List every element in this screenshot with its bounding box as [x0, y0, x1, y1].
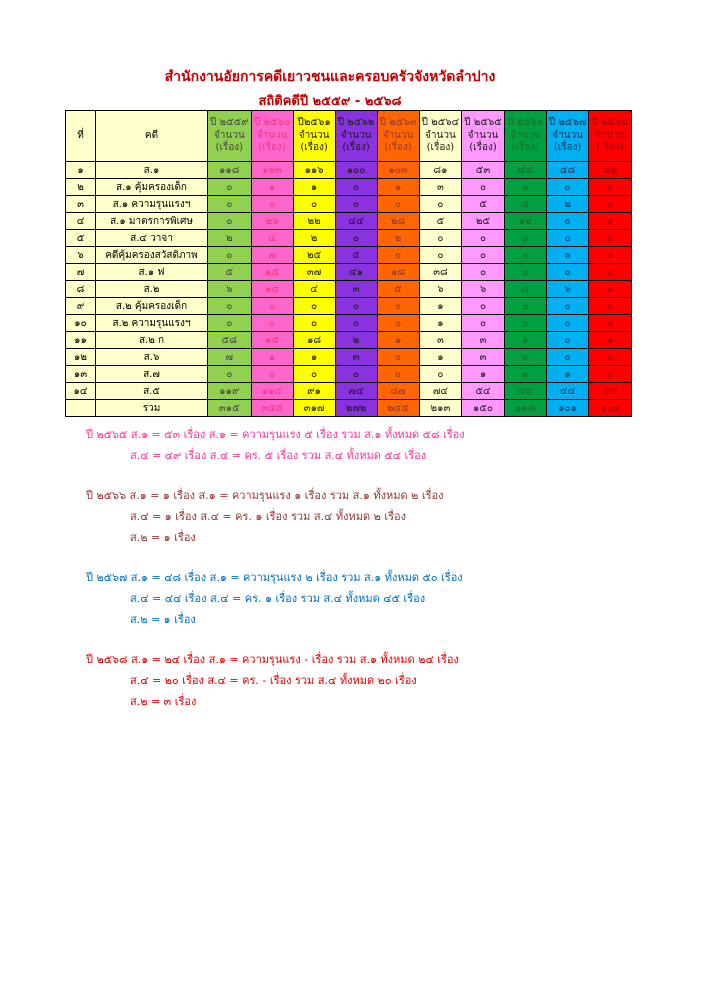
row-number: ๑๔ [66, 383, 96, 400]
note-line: ส.๒ = ๑ เรื่อง [130, 531, 196, 544]
table-row [66, 383, 632, 400]
value-cell: ๑๑๘ [208, 162, 252, 179]
value-cell: ๐ [589, 247, 632, 264]
note-line: ส.๒ = ๓ เรื่อง [130, 695, 197, 708]
value-cell: ๐ [335, 230, 377, 247]
value-cell: ๐ [208, 298, 252, 315]
value-cell: ๒ [335, 332, 377, 349]
year-column-header-9: ปี ๒๕๖๗ จำนวน (เรื่อง) [546, 111, 589, 162]
value-cell: ๐ [377, 298, 419, 315]
value-cell: ๔๔ [504, 383, 546, 400]
value-cell: ๐ [504, 298, 546, 315]
value-cell: ๐ [335, 315, 377, 332]
value-cell: ๐ [377, 366, 419, 383]
case-name: ส.๕ [96, 383, 208, 400]
total-value-cell: ๑๐๑ [589, 400, 632, 417]
case-name: ส.๑ [96, 162, 208, 179]
year-column-header-10: ปี ๒๕๖๘ จำนวน (เรื่อง) [589, 111, 632, 162]
value-cell: ๒ [208, 230, 252, 247]
value-cell: ๐ [462, 264, 505, 281]
value-cell: ๑๘ [377, 264, 419, 281]
value-cell: ๐ [293, 315, 335, 332]
value-cell: ๐ [589, 315, 632, 332]
year-column-header-7: ปี ๒๕๖๕ จำนวน (เรื่อง) [462, 111, 505, 162]
value-cell: ๓๗ [293, 264, 335, 281]
row-number: ๑๑ [66, 332, 96, 349]
table-row [66, 264, 632, 281]
value-cell: ๐ [546, 315, 589, 332]
value-cell: ๐ [419, 230, 462, 247]
value-cell: ๑ [546, 366, 589, 383]
case-name: ส.๖ [96, 349, 208, 366]
value-cell: ๑ [462, 366, 505, 383]
table-row [66, 162, 632, 179]
value-cell: ๐ [546, 264, 589, 281]
value-cell: ๐ [251, 298, 293, 315]
value-cell: ๕ [377, 281, 419, 298]
row-number: ๕ [66, 230, 96, 247]
year-column-header-5: ปี ๒๕๖๓ จำนวน (เรื่อง) [377, 111, 419, 162]
table-row [66, 349, 632, 366]
row-number: ๓ [66, 196, 96, 213]
value-cell: ๑๑๖ [293, 162, 335, 179]
value-cell: ๑๔ [251, 281, 293, 298]
value-cell: ๔ [293, 281, 335, 298]
total-value-cell: ๒๔๕ [377, 400, 419, 417]
statistics-table [65, 110, 632, 417]
table-body [66, 162, 632, 417]
total-value-cell: ๒๑๓ [419, 400, 462, 417]
value-cell: ๐ [335, 366, 377, 383]
value-cell: ๕ [419, 213, 462, 230]
value-cell: ๕ [208, 264, 252, 281]
value-cell: ๑๑๙ [208, 383, 252, 400]
value-cell: ๔ [504, 281, 546, 298]
value-cell: ๑๒ [504, 213, 546, 230]
value-cell: ๐ [293, 366, 335, 383]
value-cell: ๐ [546, 332, 589, 349]
value-cell: ๓ [462, 349, 505, 366]
total-value-cell: ๓๑๗ [293, 400, 335, 417]
value-cell: ๒๕ [293, 247, 335, 264]
value-cell: ๖ [546, 281, 589, 298]
case-name: ส.๒ [96, 281, 208, 298]
row-number: ๒ [66, 179, 96, 196]
value-cell: ๘๗ [377, 383, 419, 400]
note-block-4 [86, 649, 646, 712]
header-row [66, 111, 632, 162]
value-cell: ๐ [589, 349, 632, 366]
value-cell: ๔๕ [589, 383, 632, 400]
value-cell: ๙๑ [293, 383, 335, 400]
case-name: ส.๑ คุ้มครองเด็ก [96, 179, 208, 196]
table-header [66, 111, 632, 162]
value-cell: ๑ [504, 366, 546, 383]
note-line: ส.๒ = ๑ เรื่อง [130, 613, 196, 626]
value-cell: ๕๔ [462, 383, 505, 400]
value-cell: ๒๘ [377, 213, 419, 230]
value-cell: ๐ [377, 196, 419, 213]
row-number: ๑๓ [66, 366, 96, 383]
note-line: ปี ๒๕๖๖ ส.๑ = ๑ เรื่อง ส.๑ = ความรุนแรง ๑ เรื่อง รวม ส.๑ ทั้งหมด ๒ เรื่อง [86, 489, 444, 502]
col-no-header: ที่ [66, 111, 96, 162]
table-row [66, 247, 632, 264]
note-line: ส.๔ = ๔๔ เรื่อง ส.๔ = คร. ๑ เรื่อง รวม ส.๔ ทั้งหมด ๔๕ เรื่อง [130, 592, 426, 605]
value-cell: ๕๓ [462, 162, 505, 179]
value-cell: ๐ [419, 247, 462, 264]
value-cell: ๐ [589, 264, 632, 281]
value-cell: ๐ [546, 179, 589, 196]
value-cell: ๐ [208, 196, 252, 213]
value-cell: ๐ [208, 366, 252, 383]
value-cell: ๕ [335, 247, 377, 264]
value-cell: ๐ [589, 298, 632, 315]
value-cell: ๑๐๓ [377, 162, 419, 179]
value-cell: ๑ [377, 332, 419, 349]
case-name: ส.๔ วาจา [96, 230, 208, 247]
value-cell: ๑ [293, 349, 335, 366]
value-cell: ๔ [504, 196, 546, 213]
value-cell: ๐ [589, 366, 632, 383]
value-cell: ๐ [504, 247, 546, 264]
value-cell: ๑ [293, 179, 335, 196]
value-cell: ๐ [293, 298, 335, 315]
value-cell: ๑๕ [251, 264, 293, 281]
value-cell: ๐ [251, 196, 293, 213]
table-row [66, 332, 632, 349]
value-cell: ๐ [462, 315, 505, 332]
table-row [66, 281, 632, 298]
value-cell: ๑ [504, 332, 546, 349]
total-row [66, 400, 632, 417]
total-value-cell: ๓๑๕ [208, 400, 252, 417]
value-cell: ๖ [419, 281, 462, 298]
value-cell: ๐ [293, 196, 335, 213]
value-cell: ๗ [251, 247, 293, 264]
value-cell: ๑๘ [293, 332, 335, 349]
value-cell: ๒ [377, 230, 419, 247]
value-cell: ๐ [377, 247, 419, 264]
row-number: ๗ [66, 264, 96, 281]
total-label: รวม [96, 400, 208, 417]
value-cell: ๕๒ [589, 162, 632, 179]
value-cell: ๐ [208, 247, 252, 264]
year-column-header-8: ปี ๒๕๖๖ จำนวน (เรื่อง) [504, 111, 546, 162]
value-cell: ๐ [546, 213, 589, 230]
value-cell: ๔๑ [335, 264, 377, 281]
table-row [66, 230, 632, 247]
value-cell: ๐ [208, 213, 252, 230]
page-subtitle: สถิติคดีปี ๒๕๕๙ - ๒๕๖๘ [258, 94, 402, 109]
value-cell: ๐ [504, 179, 546, 196]
year-column-header-4: ปี ๒๕๖๒ จำนวน (เรื่อง) [335, 111, 377, 162]
note-line: ส.๔ = ๔๙ เรื่อง ส.๔ = คร. ๕ เรื่อง รวม ส.๔ ทั้งหมด ๕๔ เรื่อง [130, 449, 427, 462]
value-cell: ๐ [589, 196, 632, 213]
row-number: ๖ [66, 247, 96, 264]
value-cell: ๐ [504, 315, 546, 332]
case-name: ส.๒ ก [96, 332, 208, 349]
value-cell: ๓ [419, 332, 462, 349]
value-cell: ๐ [589, 179, 632, 196]
table-row [66, 196, 632, 213]
note-line: ปี ๒๕๖๗ ส.๑ = ๔๘ เรื่อง ส.๑ = ความรุนแรง ๒ เรื่อง รวม ส.๑ ทั้งหมด ๕๐ เรื่อง [86, 571, 463, 584]
value-cell: ๑๑๔ [251, 383, 293, 400]
page-title: สำนักงานอัยการคดีเยาวชนและครอบครัวจังหวัดลำปาง [164, 69, 496, 85]
value-cell: ๑๐๐ [335, 162, 377, 179]
value-cell: ๐ [377, 349, 419, 366]
year-column-header-3: ปี๒๕๖๑ จำนวน (เรื่อง) [293, 111, 335, 162]
value-cell: ๑ [419, 315, 462, 332]
row-number: ๑ [66, 162, 96, 179]
total-value-cell: ๓๔๕ [251, 400, 293, 417]
value-cell: ๑ [589, 213, 632, 230]
total-value-cell: ๑๕๐ [462, 400, 505, 417]
case-name: ส.๑ ความรุนแรงฯ [96, 196, 208, 213]
value-cell: ๘๑ [419, 162, 462, 179]
note-block-3 [86, 567, 646, 630]
row-number: ๙ [66, 298, 96, 315]
total-value-cell: ๑๑๗ [504, 400, 546, 417]
value-cell: ๐ [504, 264, 546, 281]
value-cell: ๓ [504, 349, 546, 366]
value-cell: ๑ [251, 349, 293, 366]
year-column-header-1: ปี ๒๕๕๙ จำนวน (เรื่อง) [208, 111, 252, 162]
value-cell: ๑ [419, 349, 462, 366]
value-cell: ๑ [377, 179, 419, 196]
value-cell: ๐ [462, 247, 505, 264]
case-name: ส.๗ [96, 366, 208, 383]
value-cell: ๒๖ [251, 213, 293, 230]
value-cell: ๐ [335, 298, 377, 315]
table-row [66, 213, 632, 230]
value-cell: ๑๕ [251, 332, 293, 349]
value-cell: ๗๔ [335, 383, 377, 400]
value-cell: ๑๒๓ [251, 162, 293, 179]
value-cell: ๔๘ [504, 162, 546, 179]
case-name: คดีคุ้มครองสวัสดิภาพ [96, 247, 208, 264]
total-value-cell: ๑๐๑ [546, 400, 589, 417]
year-column-header-6: ปี ๒๕๖๔ จำนวน (เรื่อง) [419, 111, 462, 162]
value-cell: ๓ [335, 349, 377, 366]
total-value-cell: ๒๗๒ [335, 400, 377, 417]
value-cell: ๐ [462, 298, 505, 315]
total-empty-cell [66, 400, 96, 417]
value-cell: ๐ [546, 230, 589, 247]
value-cell: ๐ [208, 315, 252, 332]
col-case-header: คดี [96, 111, 208, 162]
table-row [66, 315, 632, 332]
value-cell: ๓ [419, 179, 462, 196]
value-cell: ๒ [293, 230, 335, 247]
value-cell: ๒๒ [293, 213, 335, 230]
value-cell: ๔๔ [335, 213, 377, 230]
value-cell: ๐ [589, 230, 632, 247]
note-line: ส.๔ = ๑ เรื่อง ส.๔ = คร. ๑ เรื่อง รวม ส.๔ ทั้งหมด ๒ เรื่อง [130, 510, 407, 523]
value-cell: ๖ [208, 281, 252, 298]
year-column-header-2: ปี ๒๕๖๐ จำนวน (เรื่อง) [251, 111, 293, 162]
table-row [66, 298, 632, 315]
note-line: ปี ๒๕๖๕ ส.๑ = ๕๓ เรื่อง ส.๑ = ความรุนแรง ๕ เรื่อง รวม ส.๑ ทั้งหมด ๕๘ เรื่อง [86, 428, 465, 441]
value-cell: ๐ [504, 230, 546, 247]
value-cell: ๐ [251, 315, 293, 332]
value-cell: ๐ [546, 247, 589, 264]
value-cell: ๑ [251, 179, 293, 196]
value-cell: ๑ [419, 298, 462, 315]
case-name: ส.๑ ฟ [96, 264, 208, 281]
value-cell: ๐ [251, 366, 293, 383]
value-cell: ๓๘ [419, 264, 462, 281]
row-number: ๔ [66, 213, 96, 230]
note-line: ปี ๒๕๖๘ ส.๑ = ๒๔ เรื่อง ส.๑ = ความรุนแรง - เรื่อง รวม ส.๑ ทั้งหมด ๒๔ เรื่อง [86, 653, 459, 666]
value-cell: ๐ [377, 315, 419, 332]
case-name: ส.๒ คุ้มครองเด็ก [96, 298, 208, 315]
value-cell: ๑ [589, 281, 632, 298]
value-cell: ๐ [419, 366, 462, 383]
value-cell: ๓ [462, 332, 505, 349]
table-row [66, 366, 632, 383]
value-cell: ๒๕ [462, 213, 505, 230]
value-cell: ๔๘ [546, 162, 589, 179]
note-line: ส.๔ = ๒๐ เรื่อง ส.๔ = คร. - เรื่อง รวม ส.๔ ทั้งหมด ๒๐ เรื่อง [130, 674, 417, 687]
row-number: ๘ [66, 281, 96, 298]
value-cell: ๕๘ [208, 332, 252, 349]
note-block-1 [86, 424, 646, 466]
row-number: ๑๐ [66, 315, 96, 332]
value-cell: ๓ [335, 281, 377, 298]
value-cell: ๐ [546, 298, 589, 315]
value-cell: ๐ [419, 196, 462, 213]
notes-section [86, 424, 646, 731]
value-cell: ๔๔ [546, 383, 589, 400]
value-cell: ๐ [546, 349, 589, 366]
case-name: ส.๒ ความรุนแรงฯ [96, 315, 208, 332]
value-cell: ๖ [462, 281, 505, 298]
row-number: ๑๒ [66, 349, 96, 366]
value-cell: ๗๔ [419, 383, 462, 400]
value-cell: ๐ [208, 179, 252, 196]
value-cell: ๐ [335, 179, 377, 196]
value-cell: ๑ [589, 332, 632, 349]
value-cell: ๕ [462, 196, 505, 213]
note-block-2 [86, 485, 646, 548]
value-cell: ๐ [462, 179, 505, 196]
value-cell: ๐ [462, 230, 505, 247]
case-name: ส.๑ มาตรการพิเศษ [96, 213, 208, 230]
value-cell: ๐ [335, 196, 377, 213]
value-cell: ๗ [208, 349, 252, 366]
table-row [66, 179, 632, 196]
value-cell: ๔ [251, 230, 293, 247]
value-cell: ๒ [546, 196, 589, 213]
